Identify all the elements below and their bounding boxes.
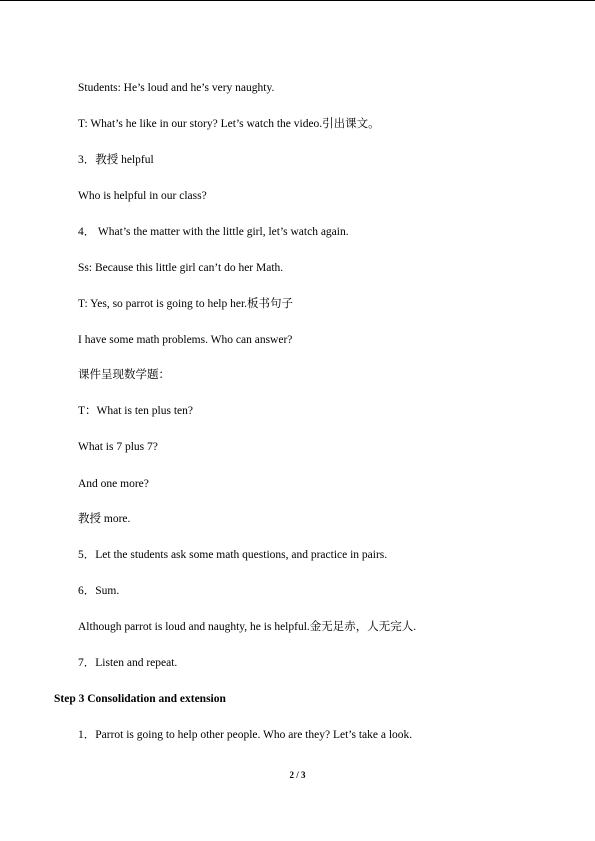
top-border-line bbox=[0, 0, 595, 1]
text-line-math-problems: I have some math problems. Who can answer? bbox=[78, 334, 293, 346]
text-line-step3-item-1: 1．Parrot is going to help other people. Who are they? Let’s take a look. bbox=[78, 729, 413, 741]
text-line-courseware: 课件呈现数学题： bbox=[78, 369, 170, 381]
text-line-teacher-yes: T: Yes, so parrot is going to help her.板书句子 bbox=[78, 298, 294, 310]
page-number: 2 / 3 bbox=[289, 770, 306, 780]
text-line-item-3: 3．教授 helpful bbox=[78, 154, 154, 166]
text-line-item-5: 5．Let the students ask some math questions, and practice in pairs. bbox=[78, 549, 388, 561]
text-line-item-6: 6．Sum. bbox=[78, 585, 120, 597]
text-line-item-7: 7．Listen and repeat. bbox=[78, 657, 178, 669]
text-line-ten-plus-ten: T：What is ten plus ten? bbox=[78, 405, 193, 417]
text-line-item-4: 4． What’s the matter with the little girl, let’s watch again. bbox=[78, 226, 349, 238]
text-line-students-answer: Students: He’s loud and he’s very naughty. bbox=[78, 82, 275, 94]
section-heading-step-3: Step 3 Consolidation and extension bbox=[54, 693, 226, 705]
text-line-although: Although parrot is loud and naughty, he is helpful.金无足赤，人无完人. bbox=[78, 621, 417, 633]
text-line-teach-more: 教授 more. bbox=[78, 513, 131, 525]
text-line-one-more: And one more? bbox=[78, 478, 149, 490]
text-line-helpful-question: Who is helpful in our class? bbox=[78, 190, 207, 202]
text-line-seven-plus-seven: What is 7 plus 7? bbox=[78, 441, 158, 453]
text-line-teacher-question: T: What’s he like in our story? Let’s watch the video.引出课文。 bbox=[78, 118, 380, 130]
text-line-ss-answer: Ss: Because this little girl can’t do her Math. bbox=[78, 262, 284, 274]
